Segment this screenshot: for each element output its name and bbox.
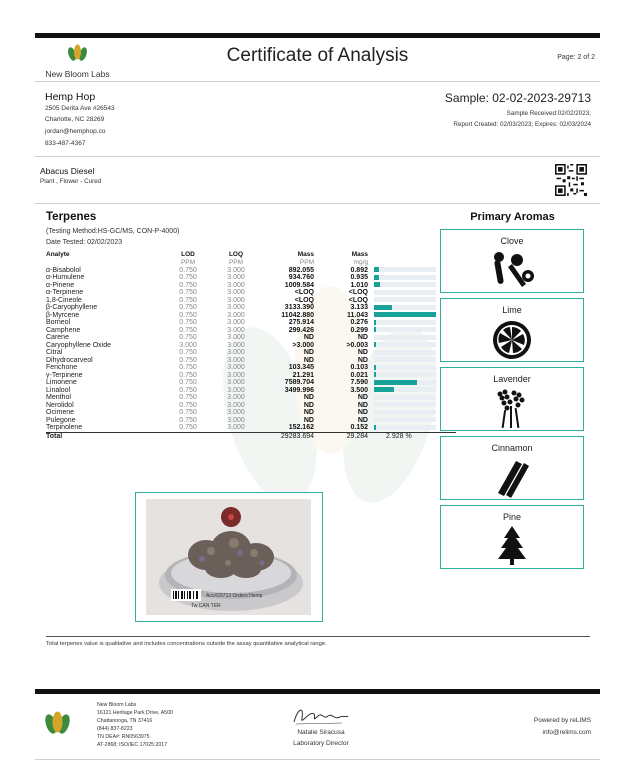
mass-mg-cell: 11.043: [346, 311, 368, 319]
concentration-bar-fill: [374, 282, 380, 287]
total-percent: 2.928 %: [368, 432, 456, 440]
concentration-bar: [374, 402, 436, 407]
mass-ppm-cell: 892.055: [288, 266, 314, 274]
concentration-bar: [374, 342, 436, 347]
divider: [35, 81, 600, 82]
analyte-cell: Fenchone: [46, 364, 78, 371]
lod-cell: 0.750: [179, 424, 197, 431]
photo-label: Acc#29713 Orders Hemp: [206, 593, 263, 599]
mass-mg-cell: <LOQ: [348, 296, 368, 304]
total-mg: 29.284: [314, 432, 368, 440]
analyte-cell: Terpinolene: [46, 424, 83, 431]
concentration-bar: [374, 297, 436, 302]
loq-cell: 3.000: [227, 416, 245, 424]
concentration-bar: [374, 380, 436, 385]
table-row: [46, 394, 456, 402]
sample-photo-frame: [135, 492, 323, 622]
concentration-bar-fill: [374, 327, 376, 332]
concentration-bar-fill: [374, 365, 376, 370]
lod-cell: 0.750: [179, 296, 197, 304]
analyte-cell: β-Myrcene: [46, 311, 80, 319]
col-mass-mg: Mass: [351, 250, 368, 258]
mass-ppm-cell: <LOQ: [294, 289, 314, 296]
analyte-cell: Camphene: [46, 326, 81, 334]
concentration-bar: [374, 327, 436, 332]
unit-loq: PPM: [228, 259, 244, 266]
lod-cell: 0.750: [179, 356, 197, 364]
footer-email[interactable]: info@relims.com: [542, 729, 591, 736]
document-title: Certificate of Analysis: [226, 45, 409, 66]
mass-mg-cell: ND: [357, 349, 368, 356]
loq-cell: 3.000: [227, 356, 245, 364]
footer-address1: 16121 Heritage Park Drive, A500: [97, 710, 173, 716]
aroma-card-cinnamon: [440, 436, 584, 500]
mass-ppm-cell: 3499.996: [284, 386, 314, 394]
lod-cell: 3.000: [179, 341, 197, 349]
concentration-bar: [374, 335, 436, 340]
concentration-bar-fill: [374, 305, 392, 310]
mass-ppm-cell: 3133.390: [284, 304, 314, 311]
mass-mg-cell: ND: [357, 334, 368, 341]
mass-mg-cell: 0.152: [350, 424, 368, 431]
mass-ppm-cell: 21.291: [292, 371, 314, 379]
client-phone: 833-487-4367: [45, 140, 86, 147]
mass-mg-cell: 1.010: [350, 281, 368, 289]
loq-cell: 3.000: [227, 401, 245, 409]
lod-cell: 0.750: [179, 394, 197, 401]
client-address1: 2505 Derita Ave #26543: [45, 105, 115, 112]
concentration-bar-fill: [374, 320, 376, 325]
aroma-card-lime: [440, 298, 584, 362]
mass-mg-cell: ND: [357, 356, 368, 364]
footer-phone: (844) 837-8223: [97, 726, 133, 732]
photo-label-2: Tw CAN TER: [191, 603, 221, 609]
signer-role: Laboratory Director: [293, 740, 349, 747]
lod-cell: 0.750: [179, 281, 197, 289]
qr-code-icon[interactable]: [555, 164, 587, 196]
concentration-bar: [374, 290, 436, 295]
signer-name: Natalie Siracusa: [297, 729, 345, 736]
concentration-bar-fill: [374, 425, 376, 430]
aroma-label: Clove: [500, 236, 524, 246]
mass-ppm-cell: 934.760: [288, 274, 314, 281]
lod-cell: 0.750: [179, 304, 197, 311]
concentration-bar: [374, 320, 436, 325]
lod-cell: 0.750: [179, 416, 197, 424]
lod-cell: 0.750: [179, 319, 197, 326]
page-number: Page: 2 of 2: [557, 54, 595, 61]
loq-cell: 3.000: [227, 394, 245, 401]
analyte-cell: α-Terpinene: [46, 289, 84, 296]
table-row: [46, 357, 456, 365]
aroma-label: Pine: [502, 512, 521, 522]
client-name: Hemp Hop: [45, 91, 96, 103]
loq-cell: 3.000: [227, 296, 245, 304]
table-row: [46, 327, 456, 335]
col-mass-ppm: Mass: [297, 250, 314, 258]
concentration-bar: [374, 282, 436, 287]
lod-cell: 0.750: [179, 364, 197, 371]
table-row: [46, 417, 456, 425]
mass-ppm-cell: ND: [303, 401, 314, 409]
total-label: Total: [46, 432, 164, 440]
concentration-bar: [374, 395, 436, 400]
concentration-bar: [374, 305, 436, 310]
mass-ppm-cell: <LOQ: [294, 296, 314, 304]
loq-cell: 3.000: [227, 379, 245, 386]
top-rule: [35, 33, 600, 38]
analyte-cell: Carene: [46, 334, 69, 341]
signature-image: [290, 704, 350, 728]
mass-ppm-cell: 152.162: [288, 424, 314, 431]
analyte-cell: β-Caryophyllene: [46, 304, 98, 311]
mass-ppm-cell: 299.426: [288, 326, 314, 334]
concentration-bar: [374, 417, 436, 422]
footer-lab-name: New Bloom Labs: [97, 702, 137, 708]
client-address2: Charlotte, NC 28269: [45, 116, 105, 123]
table-row: [46, 304, 456, 312]
aroma-card-clove: [440, 229, 584, 293]
concentration-bar-fill: [374, 372, 376, 377]
table-row: [46, 379, 456, 387]
aroma-card-lavender: [440, 367, 584, 431]
analyte-cell: Ocimene: [46, 409, 75, 416]
lod-cell: 0.750: [179, 289, 197, 296]
loq-cell: 3.000: [227, 304, 245, 311]
mass-ppm-cell: >3.000: [292, 341, 314, 349]
terpenes-table: [46, 250, 456, 440]
mass-ppm-cell: ND: [303, 416, 314, 424]
terpenes-footnote: Total terpenes value is qualitative and includes concentrations outside the assay quantitative analytical range.: [46, 641, 327, 647]
loq-cell: 3.000: [227, 281, 245, 289]
concentration-bar-fill: [374, 267, 379, 272]
aroma-card-pine: [440, 505, 584, 569]
analyte-cell: Caryophyllene Oxide: [46, 341, 111, 349]
analyte-cell: α-Pinene: [46, 281, 75, 289]
loq-cell: 3.000: [227, 266, 245, 274]
mass-mg-cell: ND: [357, 416, 368, 424]
concentration-bar: [374, 350, 436, 355]
analyte-cell: α-Bisabolol: [46, 266, 81, 274]
loq-cell: 3.000: [227, 349, 245, 356]
table-row: [46, 387, 456, 395]
lod-cell: 0.750: [179, 401, 197, 409]
aroma-label: Lavender: [493, 374, 531, 384]
lime-icon: [491, 319, 533, 361]
analyte-cell: Borneol: [46, 319, 71, 326]
table-row: [46, 402, 456, 410]
mass-mg-cell: >0.003: [346, 341, 368, 349]
concentration-bar-fill: [374, 275, 379, 280]
analyte-cell: α-Humulene: [46, 274, 85, 281]
unit-mass-mg: mg/g: [353, 259, 368, 266]
lod-cell: 0.750: [179, 379, 197, 386]
product-name: Abacus Diesel: [40, 166, 95, 176]
mass-mg-cell: 3.500: [350, 386, 368, 394]
mass-mg-cell: ND: [357, 401, 368, 409]
analyte-cell: Dihydrocarveol: [46, 356, 93, 364]
col-lod: LOD: [181, 250, 195, 258]
mass-ppm-cell: ND: [303, 349, 314, 356]
lod-cell: 0.750: [179, 409, 197, 416]
concentration-bar: [374, 372, 436, 377]
footer-leaf-logo-icon: [40, 711, 75, 736]
terpenes-title: Terpenes: [46, 211, 97, 223]
mass-mg-cell: <LOQ: [348, 289, 368, 296]
table-row: [46, 364, 456, 372]
cinnamon-icon: [492, 457, 532, 499]
mass-mg-cell: ND: [357, 409, 368, 416]
mass-mg-cell: 3.133: [350, 304, 368, 311]
concentration-bar-fill: [374, 387, 394, 392]
lod-cell: 0.750: [179, 334, 197, 341]
sample-id: Sample: 02-02-2023-29713: [444, 91, 591, 105]
client-email: jordan@hemphop.co: [45, 128, 106, 135]
table-row: [46, 282, 456, 290]
aroma-label: Cinnamon: [491, 443, 533, 453]
report-dates: Report Created: 02/03/2023; Expires: 02/03/2024: [453, 121, 591, 128]
bottom-rule: [35, 689, 600, 694]
table-row: [46, 274, 456, 282]
loq-cell: 3.000: [227, 289, 245, 296]
divider: [35, 156, 600, 157]
divider: [46, 636, 590, 637]
concentration-bar: [374, 410, 436, 415]
loq-cell: 3.000: [227, 424, 245, 431]
loq-cell: 3.000: [227, 371, 245, 379]
total-ppm: 29283.694: [260, 432, 314, 440]
col-analyte: Analyte: [46, 250, 70, 258]
table-row: [46, 289, 456, 297]
loq-cell: 3.000: [227, 341, 245, 349]
lod-cell: 0.750: [179, 326, 197, 334]
table-row: [46, 409, 456, 417]
mass-ppm-cell: ND: [303, 334, 314, 341]
lod-cell: 0.750: [179, 349, 197, 356]
analyte-cell: γ-Terpinene: [46, 371, 83, 379]
table-row: [46, 424, 456, 432]
analyte-cell: Pulegone: [46, 416, 76, 424]
product-type: Plant , Flower - Cured: [40, 178, 102, 185]
loq-cell: 3.000: [227, 364, 245, 371]
mass-ppm-cell: 7589.704: [284, 379, 314, 386]
mass-mg-cell: ND: [357, 394, 368, 401]
unit-mass-ppm: PPM: [299, 259, 314, 266]
loq-cell: 3.000: [227, 311, 245, 319]
table-header-row: [46, 250, 456, 259]
mass-ppm-cell: 103.345: [288, 364, 314, 371]
analyte-cell: Citral: [46, 349, 63, 356]
loq-cell: 3.000: [227, 334, 245, 341]
concentration-bar: [374, 365, 436, 370]
analyte-cell: Menthol: [46, 394, 71, 401]
powered-by: Powered by reLIMS: [533, 717, 591, 724]
loq-cell: 3.000: [227, 319, 245, 326]
mass-mg-cell: 0.935: [350, 274, 368, 281]
concentration-bar: [374, 267, 436, 272]
sample-photo: [136, 493, 321, 620]
concentration-bar: [374, 275, 436, 280]
unit-lod: PPM: [180, 259, 196, 266]
loq-cell: 3.000: [227, 274, 245, 281]
concentration-bar: [374, 312, 436, 317]
date-tested: Date Tested: 02/02/2023: [46, 239, 123, 246]
loq-cell: 3.000: [227, 409, 245, 416]
mass-mg-cell: 0.892: [350, 266, 368, 274]
concentration-bar-fill: [374, 342, 376, 347]
lod-cell: 0.750: [179, 311, 197, 319]
aroma-label: Lime: [502, 305, 522, 315]
mass-mg-cell: 0.103: [350, 364, 368, 371]
sample-received: Sample Received:02/02/2023;: [506, 110, 591, 117]
concentration-bar: [374, 387, 436, 392]
concentration-bar: [374, 357, 436, 362]
lab-name: New Bloom Labs: [45, 69, 110, 79]
lavender-icon: [492, 388, 532, 430]
clove-icon: [484, 250, 540, 290]
lod-cell: 0.750: [179, 371, 197, 379]
mass-ppm-cell: 11042.880: [281, 311, 314, 319]
lod-cell: 0.750: [179, 266, 197, 274]
mass-ppm-cell: 275.914: [288, 319, 314, 326]
mass-ppm-cell: 1009.584: [284, 281, 314, 289]
concentration-bar: [374, 425, 436, 430]
mass-mg-cell: 7.590: [350, 379, 368, 386]
analyte-cell: 1,8-Cineole: [46, 296, 82, 304]
footer-address2: Chattanooga, TN 37416: [97, 718, 153, 724]
footer-iso: AT-2868; ISO/IEC 17025:2017: [97, 742, 167, 748]
loq-cell: 3.000: [227, 386, 245, 394]
table-row: [46, 372, 456, 380]
divider: [35, 759, 600, 760]
mass-mg-cell: 0.299: [350, 326, 368, 334]
mass-ppm-cell: ND: [303, 409, 314, 416]
col-loq: LOQ: [228, 250, 244, 258]
analyte-cell: Limonene: [46, 379, 77, 386]
mass-mg-cell: 0.021: [350, 371, 368, 379]
table-row: [46, 334, 456, 342]
table-row: [46, 297, 456, 305]
testing-method: (Testing Method:HS-GC/MS, CON-P-4000): [46, 228, 180, 235]
analyte-cell: Linalool: [46, 386, 71, 394]
table-row: [46, 312, 456, 320]
table-row: [46, 319, 456, 327]
mass-ppm-cell: ND: [303, 394, 314, 401]
loq-cell: 3.000: [227, 326, 245, 334]
footer-dea: TN DEA#: RN0563975: [97, 734, 150, 740]
units-row: [46, 259, 456, 267]
total-row: [46, 432, 456, 440]
pine-icon: [496, 526, 528, 566]
table-row: [46, 342, 456, 350]
lod-cell: 0.750: [179, 274, 197, 281]
lod-cell: 0.750: [179, 386, 197, 394]
table-row: [46, 349, 456, 357]
analyte-cell: Nerolidol: [46, 401, 74, 409]
table-row: [46, 267, 456, 275]
aromas-title: Primary Aromas: [470, 211, 555, 223]
concentration-bar-fill: [374, 312, 436, 317]
mass-ppm-cell: ND: [303, 356, 314, 364]
divider: [35, 203, 600, 204]
mass-mg-cell: 0.276: [350, 319, 368, 326]
concentration-bar-fill: [374, 380, 417, 385]
